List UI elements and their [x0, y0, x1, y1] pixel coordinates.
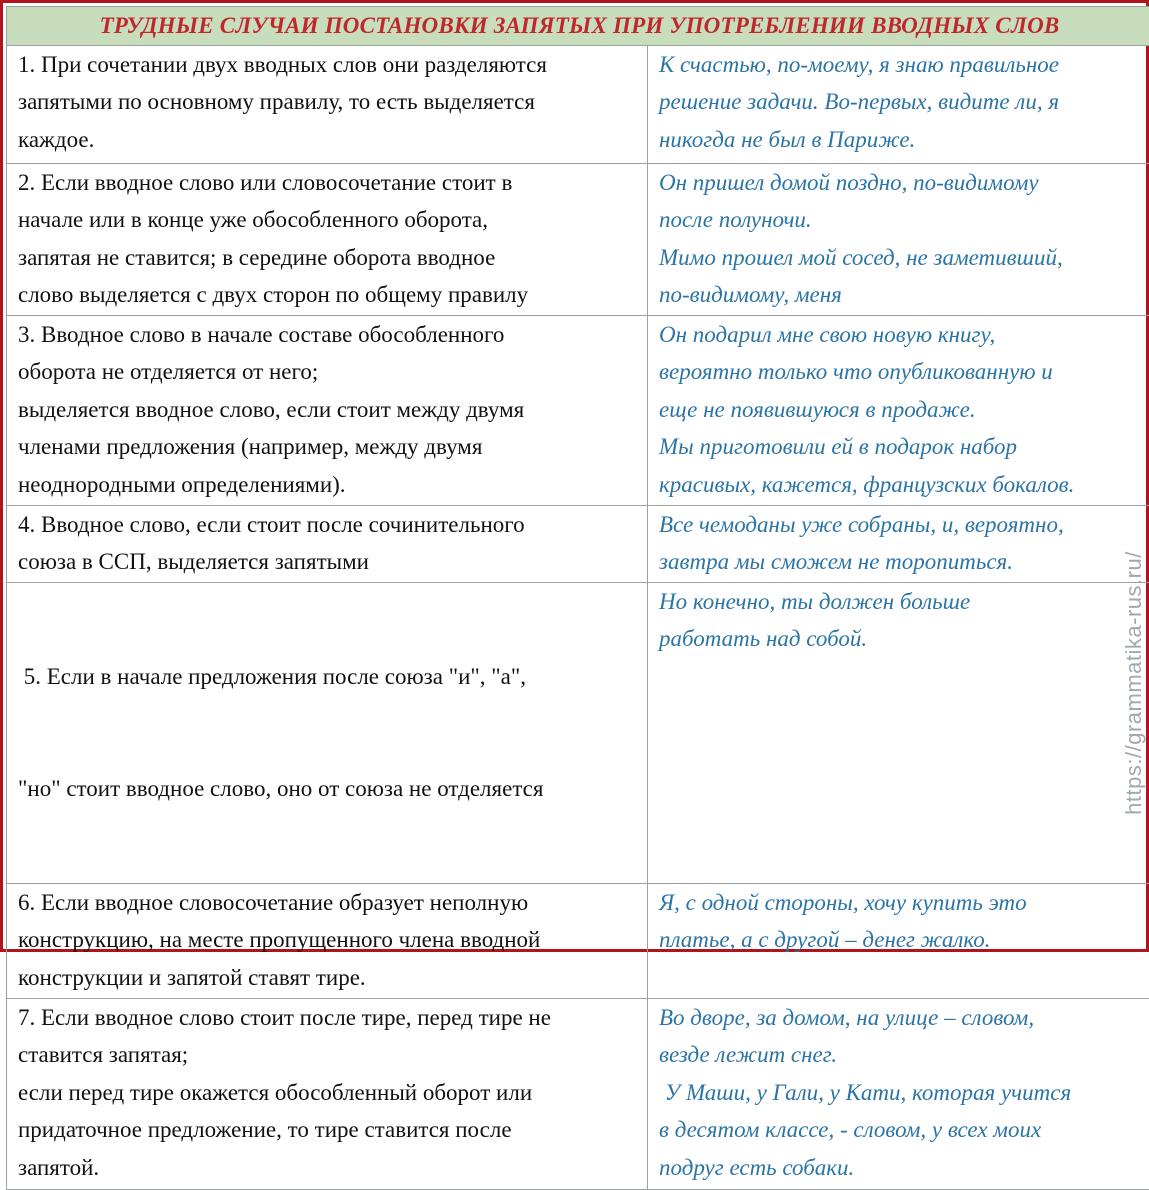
example-cell	[648, 315, 1149, 505]
rule-line: запятая не ставится; в середине оборота вводное	[18, 239, 639, 277]
example-line: еще не появившуюся в продаже.	[659, 391, 1141, 429]
rule-cell	[7, 315, 648, 505]
example-cell	[648, 505, 1149, 582]
table-row	[7, 163, 1149, 315]
rule-cell	[7, 163, 648, 315]
rule-cell	[7, 45, 648, 163]
rule-line: 2. Если вводное слово или словосочетание стоит в	[18, 164, 639, 202]
rule-line: оборота не отделяется от него;	[18, 353, 639, 391]
rule-line: 6. Если вводное словосочетание образует неполную	[18, 884, 639, 922]
table-header-row	[7, 7, 1149, 46]
rule-line: каждое.	[18, 121, 639, 159]
rule-line: 7. Если вводное слово стоит после тире, перед тире не	[18, 999, 639, 1037]
rule-line: слово выделяется с двух сторон по общему правилу	[18, 276, 639, 314]
example-line: платье, а с другой – денег жалко.	[659, 921, 1141, 959]
example-line: К счастью, по-моему, я знаю правильное	[659, 46, 1141, 84]
rule-line: неоднородными определениями).	[18, 466, 639, 504]
example-line: Во дворе, за домом, на улице – словом,	[659, 999, 1141, 1037]
rule-line: начале или в конце уже обособленного оборота,	[18, 201, 639, 239]
rule-line: 1. При сочетании двух вводных слов они разделяются	[18, 46, 639, 84]
rule-cell	[7, 998, 648, 1189]
rule-line: запятой.	[18, 1149, 639, 1187]
example-line: везде лежит снег.	[659, 1036, 1141, 1074]
table-row	[7, 582, 1149, 883]
example-line: Все чемоданы уже собраны, и, вероятно,	[659, 506, 1141, 544]
table-row	[7, 998, 1149, 1189]
rule-line: ставится запятая;	[18, 1036, 639, 1074]
rule-line: запятыми по основному правилу, то есть выделяется	[18, 83, 639, 121]
table-title: ТРУДНЫЕ СЛУЧАИ ПОСТАНОВКИ ЗАПЯТЫХ ПРИ УПОТРЕБЛЕНИИ ВВОДНЫХ СЛОВ	[7, 7, 1149, 46]
watermark-url: https://grammatika-rus.ru/	[1121, 551, 1147, 815]
rule-line: членами предложения (например, между двумя	[18, 428, 639, 466]
table-row	[7, 883, 1149, 998]
rule-line: союза в ССП, выделяется запятыми	[18, 543, 639, 581]
rule-line: конструкцию, на месте пропущенного члена вводной	[18, 921, 639, 959]
example-cell	[648, 45, 1149, 163]
example-cell	[648, 998, 1149, 1189]
example-line: после полуночи.	[659, 201, 1141, 239]
table-row	[7, 505, 1149, 582]
rule-cell	[7, 883, 648, 998]
rule-line: если перед тире окажется обособленный оборот или	[18, 1074, 639, 1112]
example-line: вероятно только что опубликованную и	[659, 353, 1141, 391]
example-line: Мимо прошел мой сосед, не заметивший,	[659, 239, 1141, 277]
rules-table	[6, 6, 1149, 1190]
example-line: Но конечно, ты должен больше	[659, 583, 1141, 621]
rule-line: 5. Если в начале предложения после союза "и", "а",	[18, 658, 639, 696]
example-line: красивых, кажется, французских бокалов.	[659, 466, 1141, 504]
example-line: подруг есть собаки.	[659, 1149, 1141, 1187]
example-line: Он подарил мне свою новую книгу,	[659, 316, 1141, 354]
rule-cell	[7, 505, 648, 582]
rule-line: 4. Вводное слово, если стоит после сочинительного	[18, 506, 639, 544]
example-cell	[648, 163, 1149, 315]
example-line: Я, с одной стороны, хочу купить это	[659, 884, 1141, 922]
rule-line: конструкции и запятой ставят тире.	[18, 959, 639, 997]
rule-line: "но" стоит вводное слово, оно от союза не отделяется	[18, 770, 639, 808]
example-line: завтра мы сможем не торопиться.	[659, 543, 1141, 581]
example-line: Он пришел домой поздно, по-видимому	[659, 164, 1141, 202]
example-line: решение задачи. Во-первых, видите ли, я	[659, 83, 1141, 121]
rule-line: выделяется вводное слово, если стоит между двумя	[18, 391, 639, 429]
example-line: работать над собой.	[659, 620, 1141, 658]
example-line: в десятом классе, - словом, у всех моих	[659, 1111, 1141, 1149]
example-line: Мы приготовили ей в подарок набор	[659, 428, 1141, 466]
example-cell	[648, 582, 1149, 883]
rule-line: придаточное предложение, то тире ставится после	[18, 1111, 639, 1149]
example-line: У Маши, у Гали, у Кати, которая учится	[659, 1074, 1141, 1112]
table-row	[7, 315, 1149, 505]
rule-line: 3. Вводное слово в начале составе обособленного	[18, 316, 639, 354]
example-cell	[648, 883, 1149, 998]
example-line: по-видимому, меня	[659, 276, 1141, 314]
rule-cell	[7, 582, 648, 883]
example-line: никогда не был в Париже.	[659, 121, 1141, 159]
table-row	[7, 45, 1149, 163]
